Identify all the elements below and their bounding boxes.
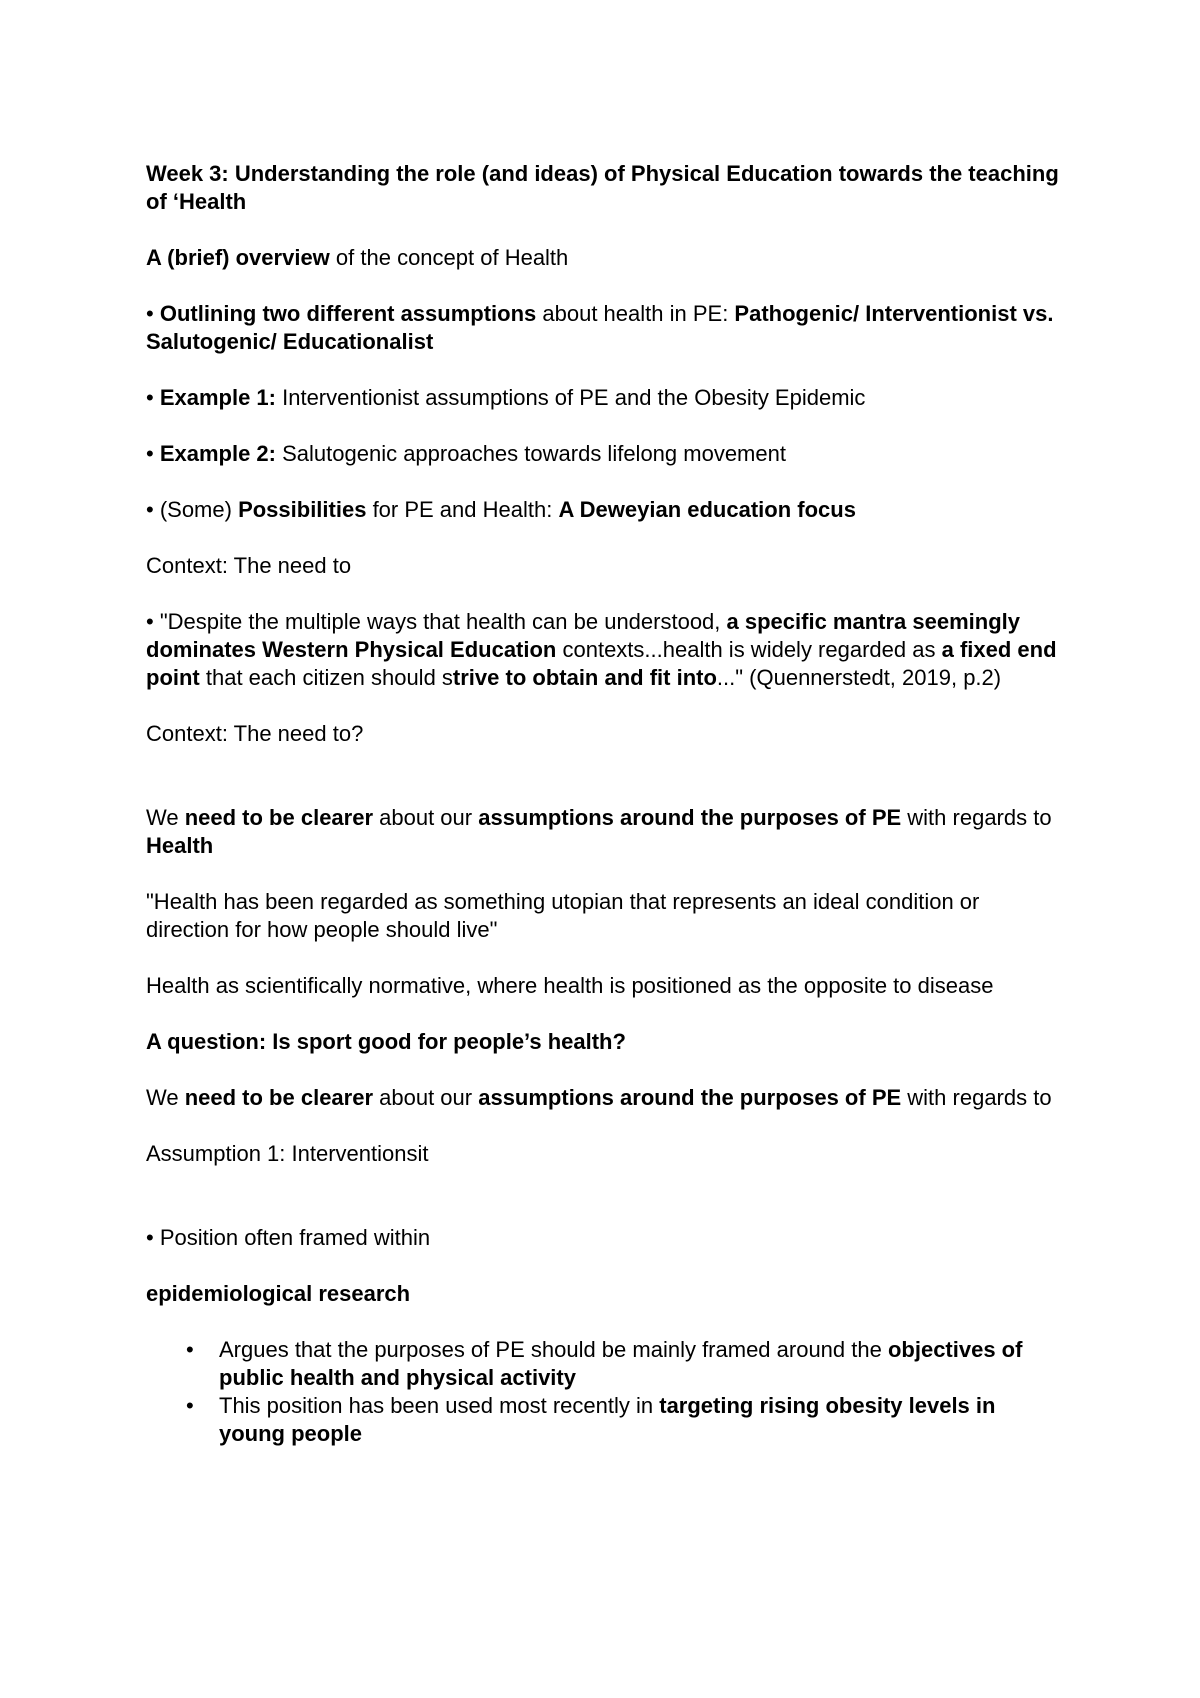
text: about our <box>373 805 479 830</box>
text: about health in PE: <box>536 301 735 326</box>
paragraph-utopian-quote: "Health has been regarded as something utopian that represents an ideal condition or direction for how people should live" <box>146 889 980 942</box>
paragraph-assumption-1: Assumption 1: Interventionsit <box>146 1141 429 1166</box>
text: Interventionist assumptions of PE and the Obesity Epidemic <box>276 385 866 410</box>
bold-text: need to be clearer <box>184 805 374 830</box>
bold-text: assumptions around the purposes of PE <box>478 1085 902 1110</box>
bullet: • <box>146 441 160 466</box>
document-title <box>146 160 1066 216</box>
title-text: Week 3: Understanding the role (and ideas) of Physical Education towards the teaching of ‘Health <box>146 161 1059 214</box>
paragraph-assumptions <box>146 300 1066 356</box>
bold-text: Example 2: <box>159 441 276 466</box>
bold-text: a specific mantra seemingly dominates Western Physical Education <box>146 609 1020 662</box>
bold-text: epidemiological research <box>146 1281 411 1306</box>
paragraph-quote-quennerstedt <box>146 608 1066 692</box>
paragraph-context-1: Context: The need to <box>146 553 352 578</box>
bullet-list <box>146 1336 1066 1448</box>
text: Salutogenic approaches towards lifelong movement <box>276 441 786 466</box>
bold-text: Possibilities <box>238 497 367 522</box>
bold-text: A Deweyian education focus <box>558 497 856 522</box>
text: that each citizen should s <box>199 665 453 690</box>
text: We <box>146 1085 185 1110</box>
text: of the concept of Health <box>329 245 569 270</box>
bold-text: Outlining two different assumptions <box>159 301 537 326</box>
text: This position has been used most recently in <box>219 1393 660 1418</box>
bold-text: A question: Is sport good for people’s health? <box>146 1029 626 1054</box>
paragraph-overview <box>146 244 1066 272</box>
bold-text: Health <box>146 833 214 858</box>
bold-text: need to be clearer <box>184 1085 374 1110</box>
paragraph-clearer-1 <box>146 804 1066 860</box>
bold-text: Example 1: <box>159 385 276 410</box>
bold-text: A (brief) overview <box>146 245 330 270</box>
paragraph-epidemiological <box>146 1280 1066 1308</box>
paragraph-example-1 <box>146 384 1066 412</box>
bold-text: assumptions around the purposes of PE <box>478 805 902 830</box>
paragraph-question <box>146 1028 1066 1056</box>
bullet: • <box>146 385 160 410</box>
bullet-icon: • <box>186 1393 194 1418</box>
paragraph-example-2 <box>146 440 1066 468</box>
bold-text: targeting rising obesity levels in young people <box>219 1393 996 1446</box>
list-item <box>146 1392 1066 1448</box>
text: contexts...health is widely regarded as <box>556 637 942 662</box>
text: ..." (Quennerstedt, 2019, p.2) <box>716 665 1002 690</box>
bold-text: trive to obtain and fit into <box>452 665 717 690</box>
bullet: • <box>146 301 160 326</box>
text: Argues that the purposes of PE should be mainly framed around the <box>219 1337 888 1362</box>
text: with regards to <box>901 1085 1052 1110</box>
paragraph-possibilities <box>146 496 1066 524</box>
paragraph-context-2: Context: The need to? <box>146 721 364 746</box>
document-page <box>146 160 1066 1448</box>
bullet-icon: • <box>186 1337 194 1362</box>
text: about our <box>373 1085 479 1110</box>
text: We <box>146 805 185 830</box>
text: for PE and Health: <box>366 497 559 522</box>
text: • "Despite the multiple ways that health can be understood, <box>146 609 727 634</box>
bold-text: Pathogenic/ Interventionist vs. Salutogenic/ Educationalist <box>146 301 1054 354</box>
text: • (Some) <box>146 497 239 522</box>
bold-text: a fixed end point <box>146 637 1057 690</box>
list-item <box>146 1336 1066 1392</box>
paragraph-clearer-2 <box>146 1084 1066 1112</box>
text: with regards to <box>901 805 1052 830</box>
paragraph-position: • Position often framed within <box>146 1225 431 1250</box>
bold-text: objectives of public health and physical activity <box>219 1337 1023 1390</box>
paragraph-normative: Health as scientifically normative, where health is positioned as the opposite to disease <box>146 973 994 998</box>
